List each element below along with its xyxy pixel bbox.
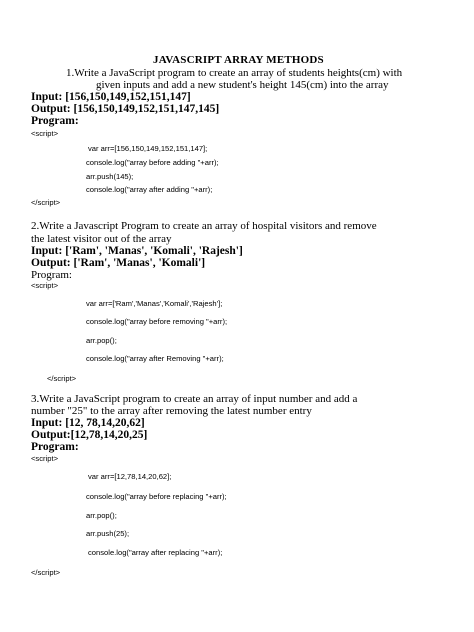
code-line: var arr=[12,78,14,20,62];	[88, 472, 172, 481]
question-1-input: Input: [156,150,149,152,151,147]	[31, 91, 191, 103]
code-line: console.log("array before replacing "+arr);	[86, 492, 227, 501]
code-line: arr.pop();	[86, 336, 117, 345]
question-1-line-2: given inputs and add a new student's height 145(cm) into the array	[96, 79, 389, 91]
code-line: </script>	[47, 374, 77, 383]
question-2-output: Output: ['Ram', 'Manas', 'Komali']	[31, 257, 206, 269]
code-line: var arr=[156,150,149,152,151,147];	[88, 144, 208, 153]
question-3-line-1: 3.Write a JavaScript program to create an array of input number and add a	[31, 393, 358, 405]
code-line: </script>	[31, 198, 61, 207]
question-1-output: Output: [156,150,149,152,151,147,145]	[31, 103, 220, 115]
question-3-line-2: number "25" to the array after removing the latest number entry	[31, 405, 312, 417]
code-line: console.log("array after Removing "+arr);	[86, 354, 224, 363]
code-line: var arr=['Ram','Manas','Komali','Rajesh'];	[86, 299, 223, 308]
question-2-line-1: 2.Write a Javascript Program to create an array of hospital visitors and remove	[31, 220, 377, 232]
page-title: JAVASCRIPT ARRAY METHODS	[153, 54, 324, 66]
question-2-line-2: the latest visitor out of the array	[31, 233, 172, 245]
question-3-output: Output:[12,78,14,20,25]	[31, 429, 148, 441]
code-line: <script>	[31, 454, 59, 463]
code-line: </script>	[31, 568, 61, 577]
code-line: arr.pop();	[86, 511, 117, 520]
question-2-program-label: Program:	[31, 269, 72, 281]
code-line: <script>	[31, 281, 59, 290]
question-1-program-label: Program:	[31, 115, 79, 127]
code-line: arr.push(25);	[86, 529, 130, 538]
question-3-program-label: Program:	[31, 441, 79, 453]
question-3-input: Input: [12, 78,14,20,62]	[31, 417, 145, 429]
code-line: console.log("array before removing "+arr);	[86, 317, 228, 326]
code-line: <script>	[31, 129, 59, 138]
question-2-input: Input: ['Ram', 'Manas', 'Komali', 'Rajesh']	[31, 245, 243, 257]
code-line: console.log("array before adding "+arr);	[86, 158, 219, 167]
question-1-line-1: 1.Write a JavaScript program to create an array of students heights(cm) with	[66, 67, 403, 79]
code-line: arr.push(145);	[86, 172, 134, 181]
code-line: console.log("array after adding "+arr);	[86, 185, 213, 194]
code-line: console.log("array after replacing "+arr);	[88, 548, 223, 557]
